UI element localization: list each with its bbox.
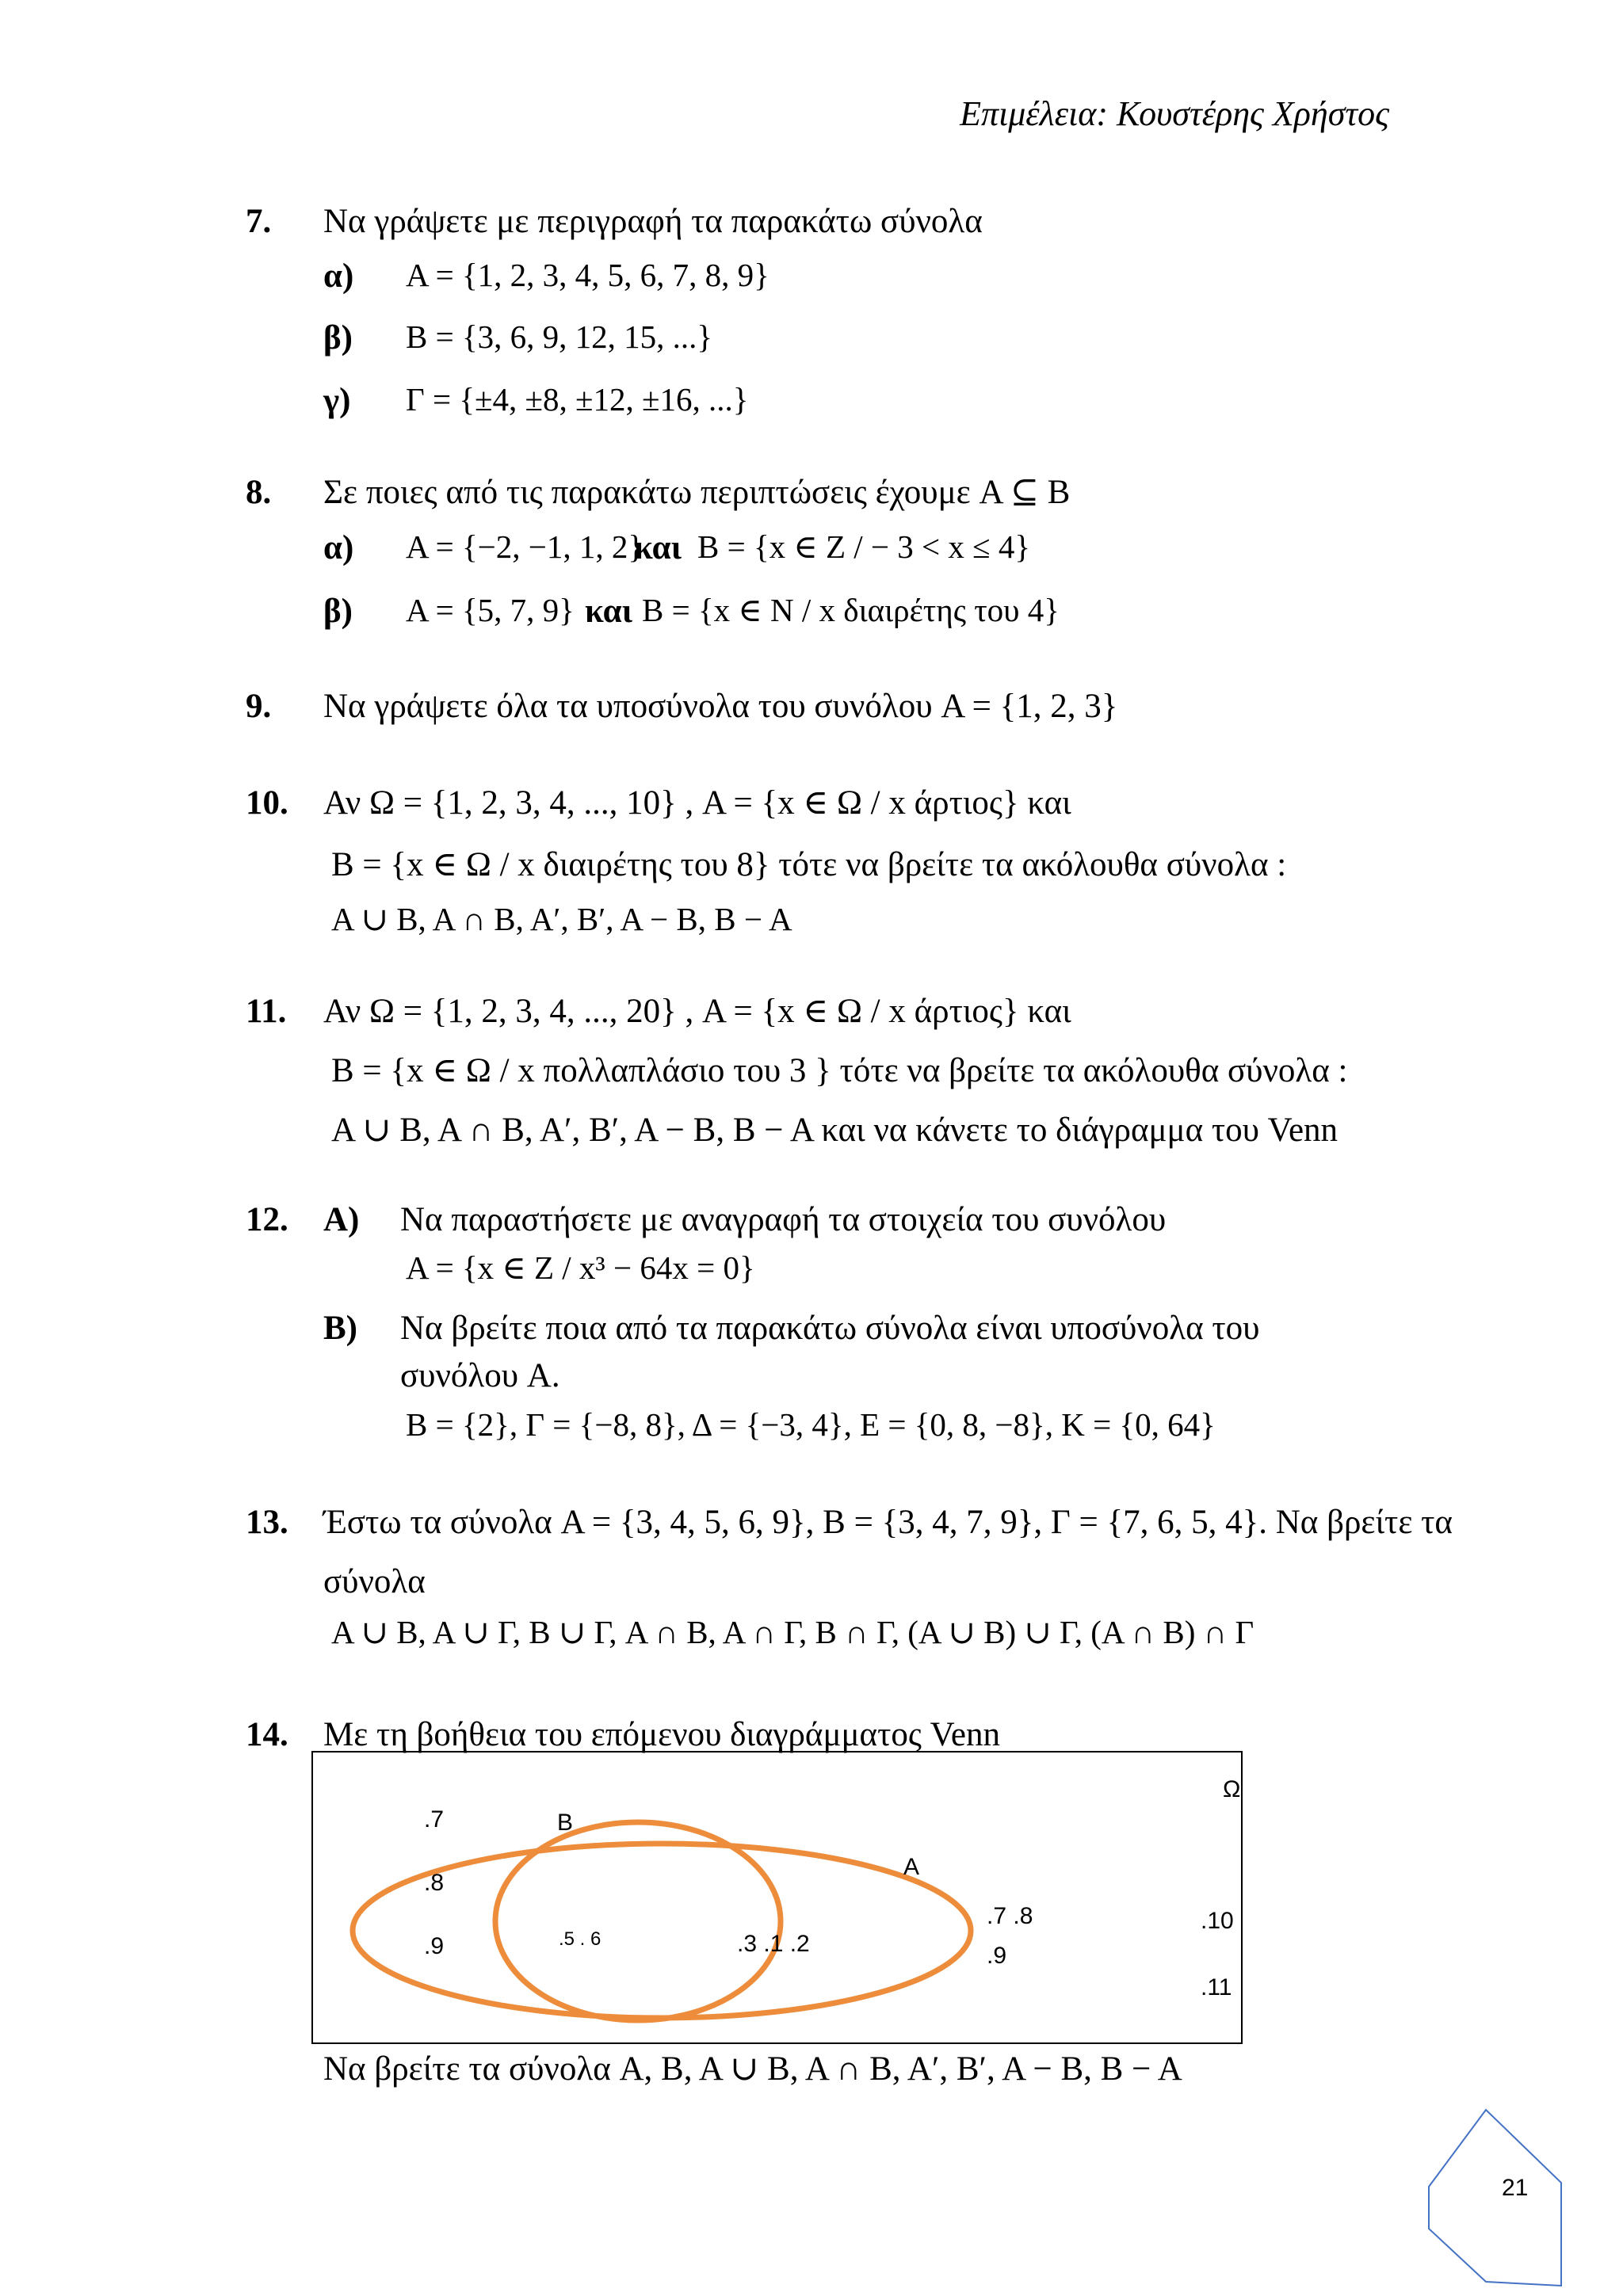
exercise-10-line-1: Αν Ω = {1, 2, 3, 4, ..., 10} , A = {x ∈ Ω / x άρτιος} και: [323, 784, 1071, 822]
exercise-11-number: 11.: [246, 993, 287, 1030]
outside-element-9: .9: [424, 1933, 445, 1959]
exercise-14-after: Να βρείτε τα σύνολα A, B, A ∪ B, A ∩ B, A′, B′, A − B, B − A: [323, 2050, 1182, 2088]
exercise-13-number: 13.: [246, 1504, 288, 1541]
exercise-8a-and: και: [634, 529, 682, 566]
outside-element-10: .10: [1201, 1908, 1234, 1934]
exercise-13-line-3: A ∪ B, A ∪ Γ, B ∪ Γ, A ∩ B, A ∩ Γ, B ∩ Γ, (A ∪ B) ∪ Γ, (A ∩ B) ∩ Γ: [331, 1614, 1254, 1650]
exercise-10-line-3: A ∪ B, A ∩ B, A′, B′, A − B, B − A: [331, 901, 792, 937]
exercise-7b-label: β): [323, 319, 353, 357]
exercise-12a-text: Να παραστήσετε με αναγραφή τα στοιχεία του συνόλου: [400, 1201, 1167, 1238]
exercise-14-number: 14.: [246, 1716, 288, 1753]
exercise-11-line-1: Αν Ω = {1, 2, 3, 4, ..., 20} , A = {x ∈ Ω / x άρτιος} και: [323, 993, 1071, 1030]
exercise-7a-math: A = {1, 2, 3, 4, 5, 6, 7, 8, 9}: [406, 257, 769, 293]
exercise-8-text: Σε ποιες από τις παρακάτω περιπτώσεις έχουμε A ⊆ B: [323, 474, 1071, 511]
set-a-ellipse: [495, 1822, 781, 2020]
exercise-10-number: 10.: [246, 784, 288, 822]
exercise-13-line-1: Έστω τα σύνολα A = {3, 4, 5, 6, 9}, B = {3, 4, 7, 9}, Γ = {7, 6, 5, 4}. Να βρείτε τα: [323, 1504, 1453, 1541]
exercise-7c-label: γ): [323, 382, 351, 419]
exercise-12a-math: A = {x ∈ Z / x³ − 64x = 0}: [406, 1249, 755, 1286]
exercise-12b-text-2: συνόλου A.: [400, 1357, 560, 1394]
exercise-8b-label: β): [323, 593, 353, 630]
outside-element-11: .11: [1201, 1974, 1232, 2000]
exercise-13-line-2: σύνολα: [323, 1563, 426, 1600]
exercise-9-number: 9.: [246, 688, 272, 725]
exercise-9-text: Να γράψετε όλα τα υποσύνολα του συνόλου A = {1, 2, 3}: [323, 688, 1118, 725]
exercise-7-text: Να γράψετε με περιγραφή τα παρακάτω σύνολα: [323, 203, 983, 240]
exercise-14-text: Με τη βοήθεια του επόμενου διαγράμματος Venn: [323, 1716, 1001, 1753]
b-right-elements-bottom: .9: [987, 1943, 1007, 1969]
exercise-7b-math: B = {3, 6, 9, 12, 15, ...}: [406, 318, 713, 355]
exercise-11-line-3: A ∪ B, A ∩ B, A′, B′, A − B, B − A και να κάνετε το διάγραμμα του Venn: [331, 1112, 1338, 1149]
exercise-8b-set-b: B = {x ∈ N / x διαιρέτης του 4}: [642, 592, 1060, 628]
set-b-label: B: [557, 1810, 574, 1836]
a-elements: .3 .1 .2: [737, 1931, 810, 1957]
exercise-7c-math: Γ = {±4, ±8, ±12, ±16, ...}: [406, 381, 749, 418]
exercise-8b-set-a: A = {5, 7, 9}: [406, 592, 575, 628]
exercise-12b-math: B = {2}, Γ = {−8, 8}, Δ = {−3, 4}, E = {0, 8, −8}, K = {0, 64}: [406, 1406, 1216, 1443]
venn-ellipses: [313, 1753, 1244, 2046]
page-number-badge: [1426, 2103, 1569, 2290]
exercise-7-number: 7.: [246, 203, 272, 240]
exercise-8a-set-a: A = {−2, −1, 1, 2}: [406, 528, 644, 565]
set-a-label: A: [903, 1854, 920, 1880]
b-only-elements: .5 . 6: [559, 1928, 601, 1950]
exercise-8a-label: α): [323, 529, 354, 566]
exercise-7a-label: α): [323, 257, 354, 295]
exercise-12b-label: B): [323, 1310, 357, 1347]
exercise-12-number: 12.: [246, 1201, 288, 1238]
page-number: 21: [1502, 2175, 1529, 2201]
exercise-12a-label: A): [323, 1201, 360, 1238]
omega-label: Ω: [1223, 1776, 1241, 1802]
exercise-8a-set-b: B = {x ∈ Z / − 3 < x ≤ 4}: [697, 528, 1031, 565]
exercise-8b-and: και: [585, 593, 632, 630]
b-right-elements-top: .7 .8: [987, 1903, 1033, 1929]
set-b-ellipse: [353, 1844, 971, 2018]
exercise-10-line-2: B = {x ∈ Ω / x διαιρέτης του 8} τότε να βρείτε τα ακόλουθα σύνολα :: [331, 846, 1287, 883]
venn-diagram: [311, 1751, 1243, 2044]
exercise-8-number: 8.: [246, 474, 272, 511]
outside-element-7: .7: [424, 1806, 445, 1833]
exercise-12b-text-1: Να βρείτε ποια από τα παρακάτω σύνολα είναι υποσύνολα του: [400, 1310, 1260, 1347]
page-header: Επιμέλεια: Κουστέρης Χρήστος: [960, 94, 1389, 133]
exercise-11-line-2: B = {x ∈ Ω / x πολλαπλάσιο του 3 } τότε να βρείτε τα ακόλουθα σύνολα :: [331, 1052, 1348, 1089]
outside-element-8: .8: [424, 1870, 445, 1896]
